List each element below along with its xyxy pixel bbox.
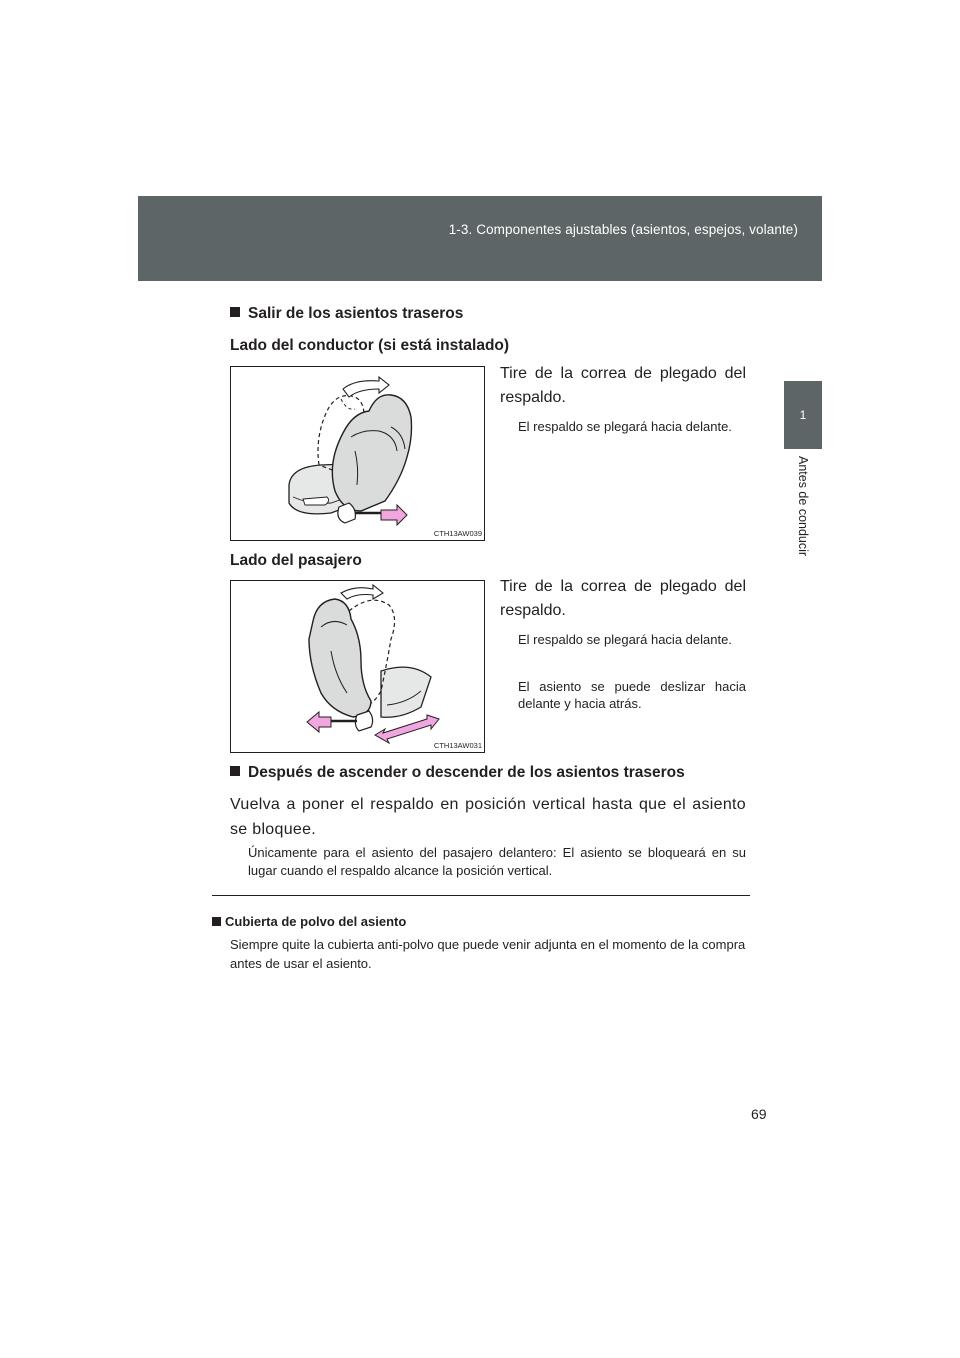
chapter-title-vertical bbox=[792, 456, 814, 586]
seat-fold-illustration bbox=[231, 367, 484, 540]
breadcrumb: 1-3. Componentes ajustables (asientos, espejos, volante) bbox=[448, 222, 798, 237]
section2-text: Vuelva a poner el respaldo en posición vertical hasta que el asiento se bloquee. bbox=[230, 796, 746, 838]
figure-code: CTH13AW039 bbox=[433, 529, 482, 538]
footnote-text: Siempre quite la cubierta anti-polvo que puede venir adjunta en el momento de la compra antes de usar el asiento. bbox=[230, 937, 746, 971]
passenger-note-2: El asiento se puede deslizar hacia delante y hacia atrás. bbox=[518, 679, 746, 711]
footnote-heading-text: Cubierta de polvo del asiento bbox=[225, 914, 407, 929]
driver-seat-figure bbox=[230, 366, 485, 541]
driver-side-title: Lado del conductor (si está instalado) bbox=[230, 337, 510, 354]
passenger-note-1: El respaldo se plegará hacia delante. bbox=[518, 632, 732, 647]
chapter-tab bbox=[784, 381, 822, 449]
square-bullet-icon bbox=[230, 766, 240, 776]
passenger-seat-figure bbox=[230, 580, 485, 753]
divider bbox=[212, 895, 750, 896]
section-heading-after-rear bbox=[230, 764, 685, 782]
figure-code: CTH13AW031 bbox=[433, 741, 482, 750]
header-band bbox=[138, 196, 822, 281]
footnote-heading bbox=[212, 914, 406, 929]
section-heading-text: Después de ascender o descender de los asientos traseros bbox=[248, 764, 685, 781]
passenger-instruction: Tire de la correa de plegado del respaldo. bbox=[500, 578, 746, 619]
section2-note: Únicamente para el asiento del pasajero delantero: El asiento se bloqueará en su lugar cuando el respaldo alcance la posición vertical. bbox=[248, 845, 746, 878]
seat-fold-illustration bbox=[231, 581, 484, 752]
driver-note-1: El respaldo se plegará hacia delante. bbox=[518, 419, 732, 434]
page-number: 69 bbox=[751, 1106, 767, 1122]
chapter-title: Antes de conducir bbox=[796, 456, 810, 557]
driver-instruction: Tire de la correa de plegado del respaldo. bbox=[500, 365, 746, 406]
square-bullet-icon bbox=[212, 917, 221, 926]
section-heading-text: Salir de los asientos traseros bbox=[248, 305, 464, 322]
chapter-number: 1 bbox=[799, 408, 807, 422]
passenger-side-title: Lado del pasajero bbox=[230, 552, 362, 569]
square-bullet-icon bbox=[230, 307, 240, 317]
section-heading-exit-rear bbox=[230, 305, 463, 323]
